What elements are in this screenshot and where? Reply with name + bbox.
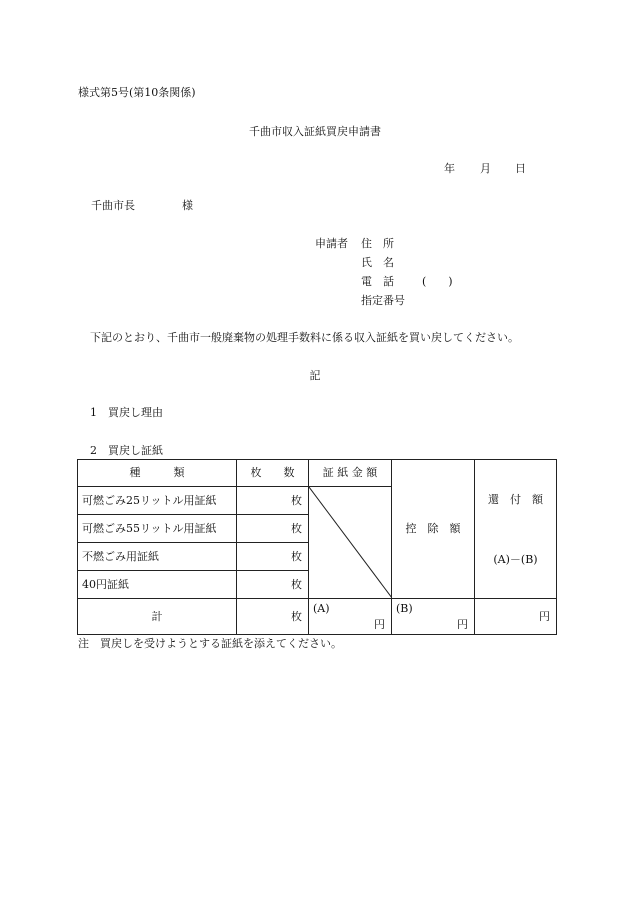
- header-deduction: 控 除 額: [405, 522, 461, 536]
- ki-heading: 記: [309, 369, 321, 382]
- phone-area-code-parens[interactable]: ( ): [422, 275, 453, 288]
- applicant-address-field[interactable]: 住 所: [361, 237, 394, 250]
- total-amount-a-field[interactable]: [309, 599, 392, 635]
- note-text: 注 買戻しを受けようとする証紙を添えてください。: [78, 637, 342, 650]
- row-count-field[interactable]: 枚: [237, 571, 309, 599]
- row-name: 可燃ごみ55リットル用証紙: [78, 515, 237, 543]
- request-body-text: 下記のとおり、千曲市一般廃棄物の処理手数料に係る収入証紙を買い戻してください。: [90, 331, 519, 344]
- date-year-field[interactable]: 年: [444, 162, 455, 175]
- amount-b-label: (B): [396, 602, 413, 615]
- applicant-phone-field[interactable]: 電 話: [361, 275, 394, 288]
- total-count-field[interactable]: 枚: [237, 599, 309, 635]
- diagonal-strike: [309, 487, 392, 598]
- row-count-field[interactable]: 枚: [237, 543, 309, 571]
- total-deduction-b-field[interactable]: [392, 599, 475, 635]
- refund-formula: (A)－(B): [493, 553, 538, 566]
- yen-unit: 円: [457, 617, 468, 631]
- row-count-field[interactable]: 枚: [237, 487, 309, 515]
- form-number: 様式第5号(第10条関係): [78, 86, 196, 99]
- amount-a-label: (A): [313, 602, 330, 615]
- designated-number-field[interactable]: 指定番号: [361, 294, 405, 307]
- yen-unit: 円: [374, 617, 385, 631]
- header-amount: 証 紙 金 額: [309, 460, 392, 487]
- row-count-field[interactable]: 枚: [237, 515, 309, 543]
- addressee-suffix: 様: [182, 199, 193, 212]
- date-month-field[interactable]: 月: [480, 162, 491, 175]
- applicant-label: 申請者: [315, 237, 348, 250]
- total-refund-field[interactable]: 円: [475, 599, 557, 635]
- row-name: 40円証紙: [78, 571, 237, 599]
- header-count: 枚 数: [237, 460, 309, 487]
- item-reason: 1 買戻し理由: [90, 406, 163, 419]
- refund-column: [475, 460, 557, 599]
- stamp-table: [77, 459, 557, 635]
- date-day-field[interactable]: 日: [515, 162, 526, 175]
- applicant-name-field[interactable]: 氏 名: [361, 256, 394, 269]
- row-name: 可燃ごみ25リットル用証紙: [78, 487, 237, 515]
- header-type: 種 類: [78, 460, 237, 487]
- document-title: 千曲市収入証紙買戻申請書: [249, 125, 381, 138]
- header-refund: 還 付 額: [488, 493, 543, 506]
- item-stamps: 2 買戻し証紙: [90, 444, 163, 457]
- total-label: 計: [78, 599, 237, 635]
- deduction-column: [392, 460, 475, 599]
- addressee-name: 千曲市長: [91, 199, 135, 212]
- row-name: 不燃ごみ用証紙: [78, 543, 237, 571]
- amount-crossed-cell: [309, 487, 392, 599]
